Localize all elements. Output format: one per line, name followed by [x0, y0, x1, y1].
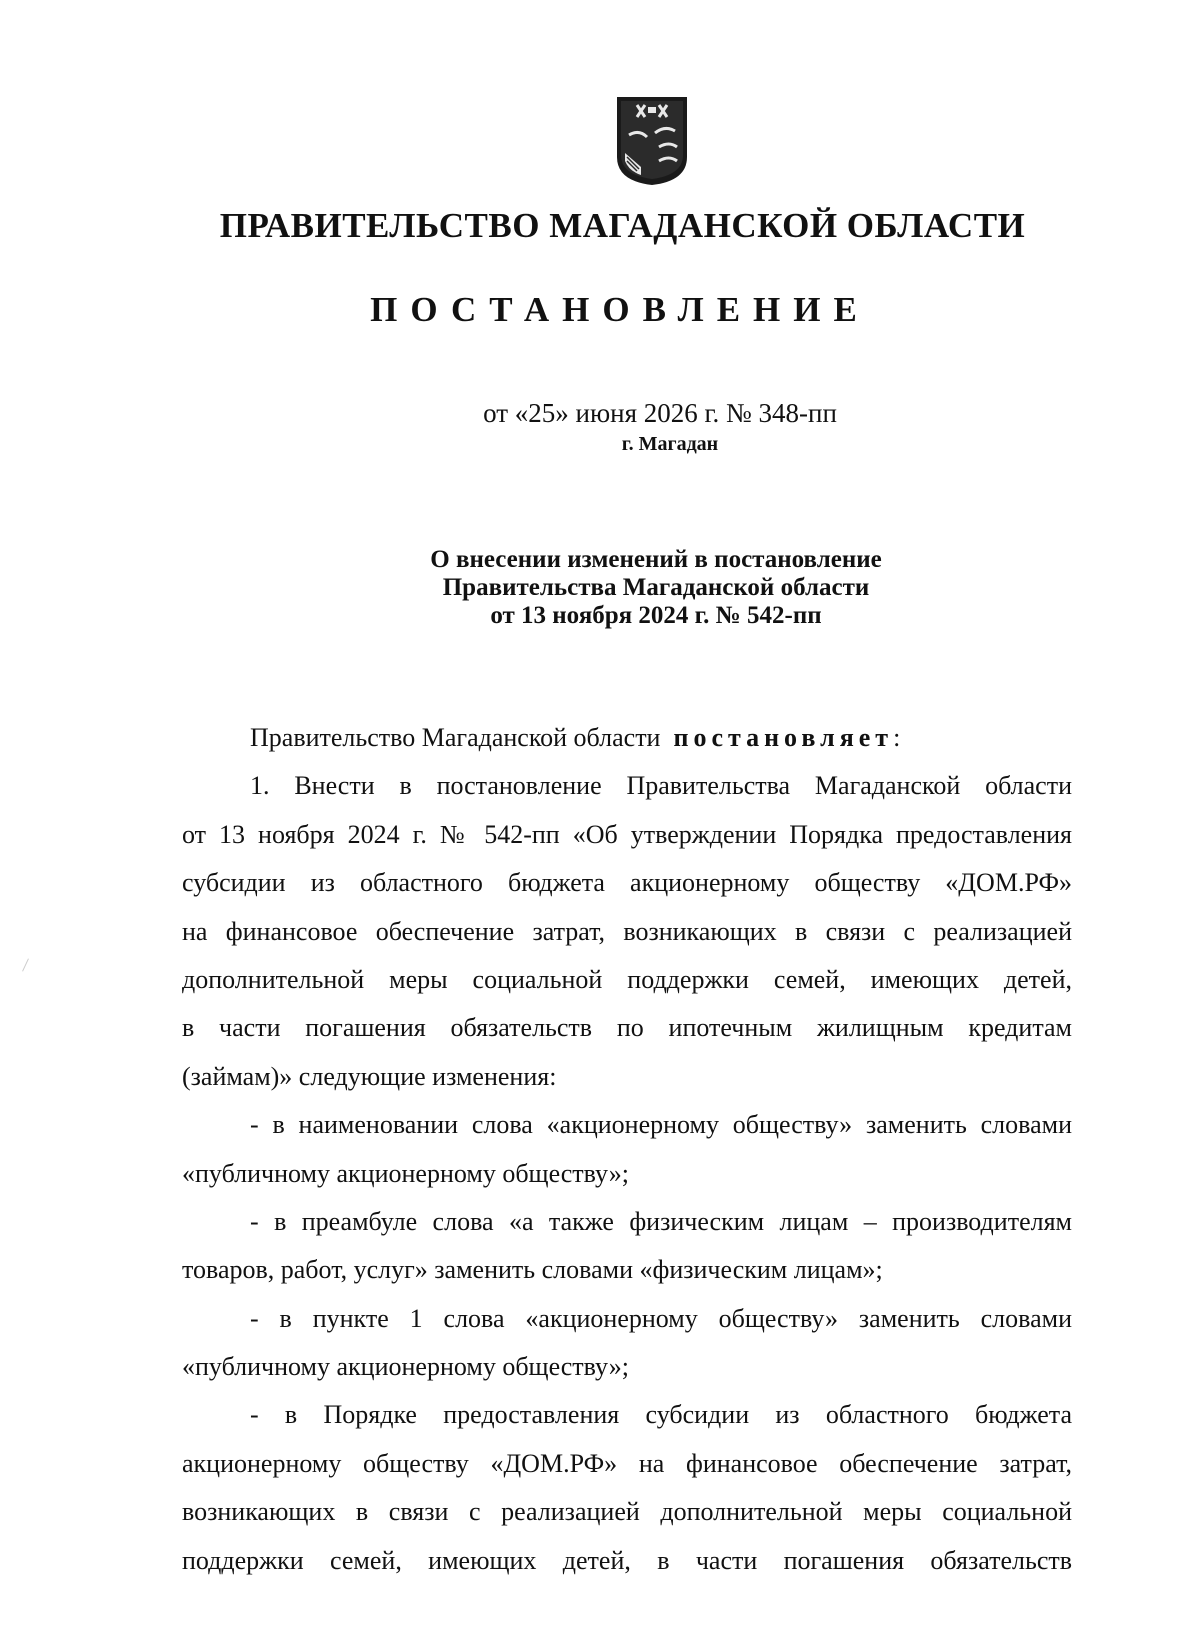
paragraph-line: на финансовое обеспечение затрат, возникающих в связи с реализацией: [182, 916, 1072, 946]
document-title: [0, 546, 1200, 630]
preamble-colon: :: [893, 723, 901, 752]
document-date-number: от «25» июня 2026 г. № 348-пп: [483, 398, 837, 428]
amendment-line: акционерному обществу «ДОМ.РФ» на финансовое обеспечение затрат,: [182, 1448, 1072, 1478]
paragraph-line: 1. Внести в постановление Правительства Магаданской области: [250, 771, 1072, 801]
paragraph-line: (займам)» следующие изменения:: [182, 1061, 557, 1091]
document-title-line: Правительства Магаданской области: [442, 574, 870, 601]
amendment-line: «публичному акционерному обществу»;: [182, 1158, 629, 1188]
preamble-line: [182, 714, 1072, 762]
document-body: [182, 714, 1072, 1585]
coat-of-arms-icon: [615, 95, 689, 187]
amendment-line: - в наименовании слова «акционерному обществу» заменить словами: [250, 1110, 1072, 1140]
amendment-line: - в Порядке предоставления субсидии из областного бюджета: [250, 1400, 1072, 1430]
document-city: г. Магадан: [621, 433, 719, 455]
paragraph-line: в части погашения обязательств по ипотечным жилищным кредитам: [182, 1013, 1072, 1043]
amendment-line: поддержки семей, имеющих детей, в части погашения обязательств: [182, 1545, 1072, 1575]
document-title-line: от 13 ноября 2024 г. № 542-пп: [490, 602, 822, 629]
document-type: ПОСТАНОВЛЕНИЕ: [370, 290, 870, 329]
amendment-line: - в пункте 1 слова «акционерному обществу» заменить словами: [250, 1303, 1072, 1333]
amendment-line: товаров, работ, услуг» заменить словами «физическим лицам»;: [182, 1255, 883, 1285]
organization-name: ПРАВИТЕЛЬСТВО МАГАДАНСКОЙ ОБЛАСТИ: [219, 206, 1026, 245]
document-title-line: О внесении изменений в постановление: [430, 546, 882, 573]
preamble-text: Правительство Магаданской области: [250, 723, 661, 752]
paragraph-line: от 13 ноября 2024 г. № 542-пп «Об утверждении Порядка предоставления: [182, 819, 1072, 849]
paragraph-line: субсидии из областного бюджета акционерному обществу «ДОМ.РФ»: [182, 868, 1072, 898]
amendment-line: - в преамбуле слова «а также физическим лицам – производителям: [250, 1206, 1072, 1236]
amendment-line: возникающих в связи с реализацией дополнительной меры социальной: [182, 1497, 1072, 1527]
preamble-keyword: постановляет: [673, 723, 894, 752]
scan-artifact: [22, 958, 29, 971]
amendment-line: «публичному акционерному обществу»;: [182, 1352, 629, 1382]
paragraph-line: дополнительной меры социальной поддержки семей, имеющих детей,: [182, 964, 1072, 994]
